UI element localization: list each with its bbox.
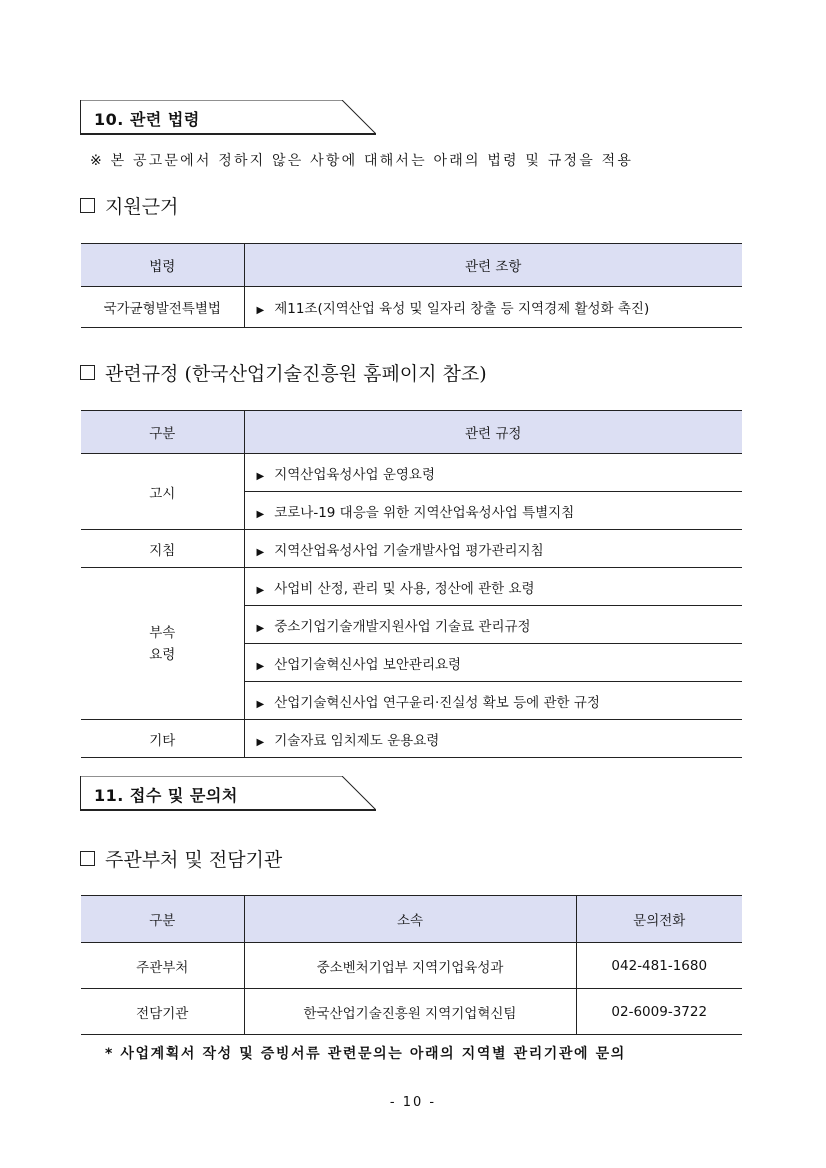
regulation-cell: ▶ 지역산업육성사업 운영요령: [244, 454, 742, 492]
triangle-bullet-icon: ▶: [256, 508, 265, 520]
subsection-title: 관련규정 (한국산업기술진흥원 홈페이지 참조): [105, 363, 487, 385]
type-cell: 주관부처: [81, 943, 244, 989]
article-cell: ▶ 제11조(지역산업 육성 및 일자리 창출 등 지역경제 활성화 촉진): [244, 287, 742, 328]
regulation-cell: ▶ 기술자료 임치제도 운용요령: [244, 720, 742, 758]
column-header: 관련 조항: [244, 244, 742, 287]
type-cell: 전담기관: [81, 989, 244, 1035]
regulation-cell: ▶ 사업비 산정, 관리 및 사용, 정산에 관한 요령: [244, 568, 742, 606]
triangle-bullet-icon: ▶: [256, 660, 265, 672]
phone-cell: 02-6009-3722: [576, 989, 742, 1035]
table-row: [81, 989, 742, 1035]
regulation-cell: ▶ 산업기술혁신사업 연구윤리·진실성 확보 등에 관한 규정: [244, 682, 742, 720]
basis-table: [81, 243, 742, 328]
column-header: 구분: [81, 411, 244, 454]
contacts-table: [81, 895, 742, 1035]
section-title: 11. 접수 및 문의처: [94, 786, 238, 805]
regulation-cell: ▶ 중소기업기술개발지원사업 기술료 관리규정: [244, 606, 742, 644]
table-row: [81, 568, 742, 606]
regulation-cell: ▶ 지역산업육성사업 기술개발사업 평가관리지침: [244, 530, 742, 568]
checkbox-square-icon: [80, 851, 95, 866]
triangle-bullet-icon: ▶: [256, 622, 265, 634]
table-row: [81, 287, 742, 328]
checkbox-square-icon: [80, 198, 95, 213]
column-header: 법령: [81, 244, 244, 287]
triangle-bullet-icon: ▶: [256, 584, 265, 596]
section-title: 10. 관련 법령: [94, 110, 200, 129]
page-number: - 10 -: [389, 1095, 437, 1110]
phone-cell: 042-481-1680: [576, 943, 742, 989]
subsection-regulations: [80, 359, 487, 386]
regulations-table: [81, 410, 742, 758]
regulation-cell: ▶ 산업기술혁신사업 보안관리요령: [244, 644, 742, 682]
triangle-bullet-icon: ▶: [256, 470, 265, 482]
table-row: [81, 530, 742, 568]
notice-text: ※ 본 공고문에서 정하지 않은 사항에 대해서는 아래의 법령 및 규정을 적용: [90, 153, 634, 169]
triangle-bullet-icon: ▶: [256, 736, 265, 748]
footnote-text: * 사업계획서 작성 및 증빙서류 관련문의는 아래의 지역별 관리기관에 문의: [105, 1046, 626, 1062]
triangle-bullet-icon: ▶: [256, 546, 265, 558]
category-cell: 부속 요령: [81, 568, 244, 720]
subsection-title: 주관부처 및 전담기관: [105, 849, 283, 871]
column-header: 관련 규정: [244, 411, 742, 454]
table-row: [81, 720, 742, 758]
table-row: [81, 454, 742, 492]
checkbox-square-icon: [80, 365, 95, 380]
category-cell: 고시: [81, 454, 244, 530]
column-header: 구분: [81, 896, 244, 943]
subsection-contacts: [80, 845, 282, 872]
subsection-title: 지원근거: [105, 196, 179, 218]
law-cell: 국가균형발전특별법: [81, 287, 244, 328]
regulation-cell: ▶ 코로나-19 대응을 위한 지역산업육성사업 특별지침: [244, 492, 742, 530]
category-cell: 지침: [81, 530, 244, 568]
table-row: [81, 943, 742, 989]
org-cell: 한국산업기술진흥원 지역기업혁신팀: [244, 989, 576, 1035]
section-11-header: [80, 776, 376, 812]
column-header: 문의전화: [576, 896, 742, 943]
section-10-header: [80, 100, 376, 136]
column-header: 소속: [244, 896, 576, 943]
triangle-bullet-icon: ▶: [256, 305, 265, 316]
triangle-bullet-icon: ▶: [256, 698, 265, 710]
category-cell: 기타: [81, 720, 244, 758]
subsection-basis: [80, 192, 178, 219]
org-cell: 중소벤처기업부 지역기업육성과: [244, 943, 576, 989]
